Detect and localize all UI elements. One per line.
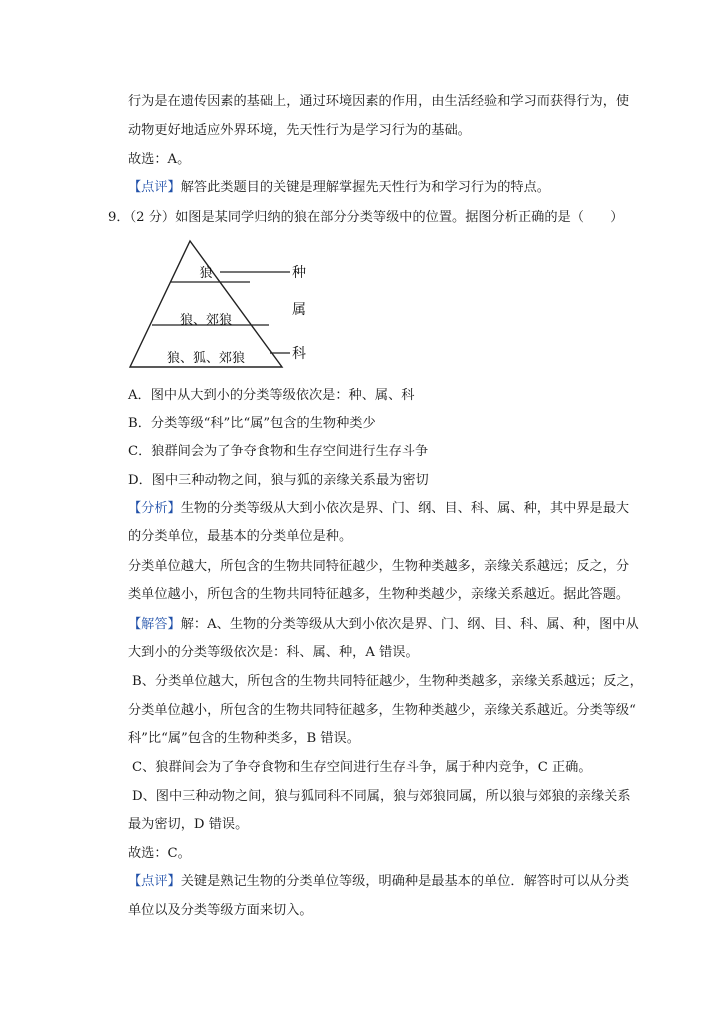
option-c: C．狼群间会为了争夺食物和生存空间进行生存斗争 [128,444,429,459]
text-line: 大到小的分类等级依次是：科、属、种，A 错误。 [128,645,419,660]
comment-tag-2: 【点评】 [128,874,181,889]
text-line: 分类单位越大，所包含的生物共同特征越少，生物种类越多，亲缘关系越远；反之，分 [128,559,630,574]
label-genus: 属 [292,302,306,318]
text-line: 的分类单位，最基本的分类单位是种。 [128,529,353,544]
text-line: 类单位越小，所包含的生物共同特征越多，生物种类越少，亲缘关系越近。据此答题。 [128,587,630,602]
answer-text: 解：A、生物的分类等级从大到小依次是界、门、纲、目、科、属、种，图中从 [180,617,639,632]
answer-tag: 【解答】 [128,617,181,632]
text-line: 科”比“属”包含的生物种类多，B 错误。 [128,731,360,746]
analysis-text: 生物的分类等级从大到小依次是界、门、纲、目、科、属、种，其中界是最大 [180,501,630,516]
comment-line [128,179,628,197]
text-line: 行为是在遗传因素的基础上，通过环境因素的作用，由生活经验和学习而获得行为，使 [128,94,630,109]
label-family: 科 [292,346,306,362]
pyramid-svg [126,238,316,374]
tier-species: 狼 [199,266,213,281]
option-d: D．图中三种动物之间，狼与狐的亲缘关系最为密切 [128,473,429,488]
text-line: 动物更好地适应外界环境，先天性行为是学习行为的基础。 [128,123,471,138]
text-line: 故选：A。 [128,152,191,167]
text-line: 分类单位越小，所包含的生物共同特征越多，生物种类越少，亲缘关系越近。分类等级“ [128,703,636,718]
answer-line [128,616,639,634]
analysis-tag: 【分析】 [128,501,181,516]
comment-text: 解答此类题目的关键是理解掌握先天性行为和学习行为的特点。 [180,180,550,195]
tier-genus: 狼、郊狼 [179,313,233,328]
text-line: C、狼群间会为了争夺食物和生存空间进行生存斗争，属于种内竞争，C 正确。 [132,760,592,775]
analysis-line [128,500,628,518]
text-line: D、图中三种动物之间，狼与狐同科不同属，狼与郊狼同属，所以狼与郊狼的亲缘关系 [132,789,631,804]
classification-pyramid [126,238,316,374]
option-b: B．分类等级“科”比“属”包含的生物种类少 [128,416,376,431]
tier-family: 狼、狐、郊狼 [166,351,246,366]
question-9: 9．（2 分）如图是某同学归纳的狼在部分分类等级中的位置。据图分析正确的是（ ） [108,210,624,225]
pyramid-outline [130,241,282,367]
comment-text-2: 关键是熟记生物的分类单位等级，明确种是最基本的单位．解答时可以从分类 [180,874,630,889]
comment-line-2 [128,873,628,891]
comment-tag: 【点评】 [128,180,181,195]
label-species: 种 [292,265,306,281]
text-line: 最为密切，D 错误。 [128,817,249,832]
text-line: B、分类单位越大，所包含的生物共同特征越少，生物种类越多，亲缘关系越远；反之， [132,674,643,689]
text-line: 故选：C。 [128,846,191,861]
text-line: 单位以及分类等级方面来切入。 [128,903,313,918]
option-a: A．图中从大到小的分类等级依次是：种、属、科 [128,388,415,403]
